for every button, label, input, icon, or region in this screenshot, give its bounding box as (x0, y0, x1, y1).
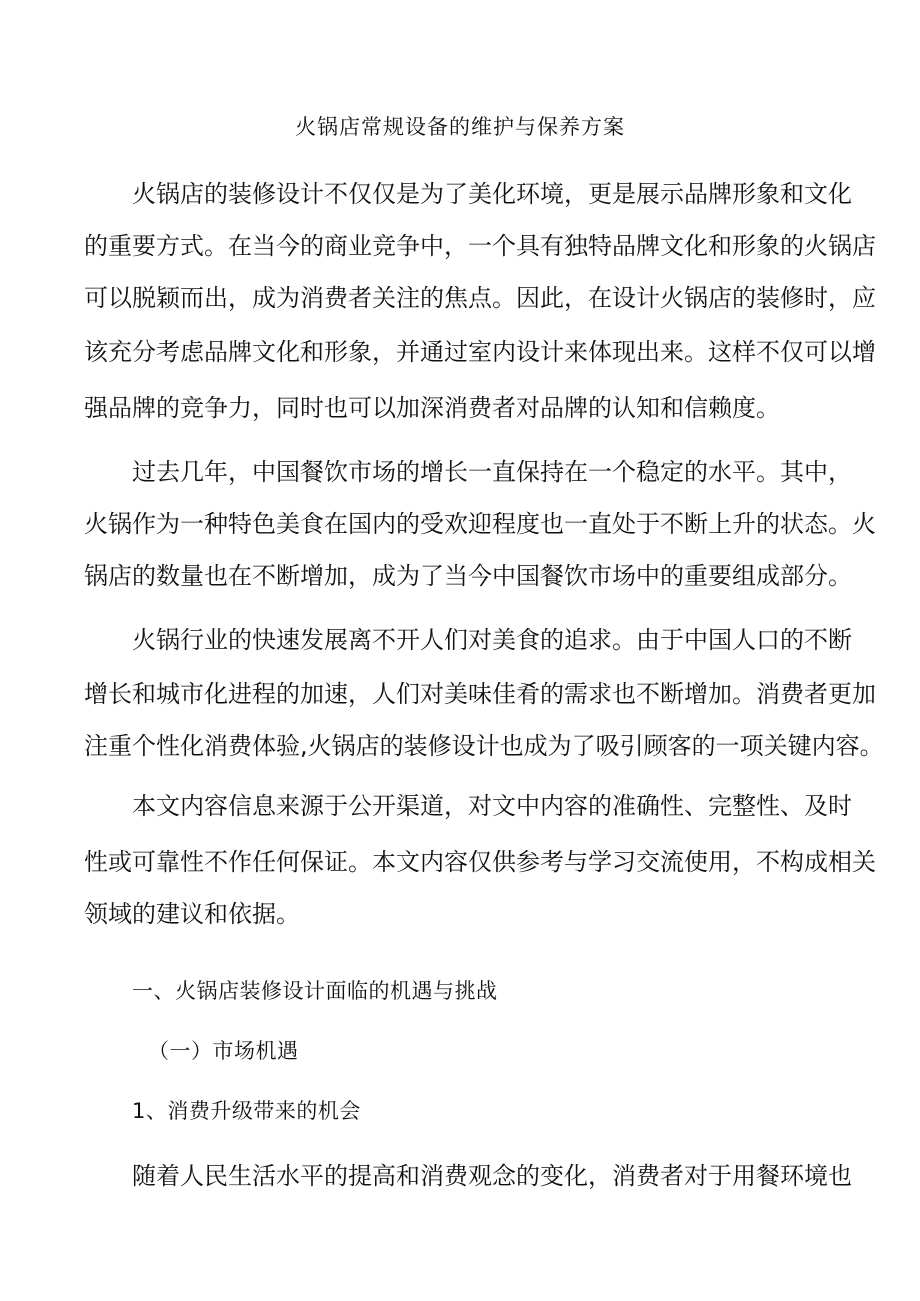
paragraph-1-line-4: 该充分考虑品牌文化和形象，并通过室内设计来体现出来。这样不仅可以增 (84, 338, 876, 366)
paragraph-1-line-1: 火锅店的装修设计不仅仅是为了美化环境，更是展示品牌形象和文化 (132, 180, 852, 208)
subsection-heading: （一）市场机遇 (148, 1039, 299, 1063)
paragraph-3-line-3: 注重个性化消费体验,火锅店的装修设计也成为了吸引顾客的一项关键内容。 (84, 732, 884, 760)
item-heading: 1、消费升级带来的机会 (132, 1099, 361, 1123)
paragraph-1-line-5: 强品牌的竞争力，同时也可以加深消费者对品牌的认知和信赖度。 (84, 394, 780, 422)
paragraph-1-line-2: 的重要方式。在当今的商业竞争中，一个具有独特品牌文化和形象的火锅店 (84, 232, 876, 260)
paragraph-1-line-3: 可以脱颖而出，成为消费者关注的焦点。因此，在设计火锅店的装修时，应 (84, 284, 876, 312)
paragraph-2-line-1: 过去几年，中国餐饮市场的增长一直保持在一个稳定的水平。其中， (132, 458, 852, 486)
paragraph-5-line-1: 随着人民生活水平的提高和消费观念的变化，消费者对于用餐环境也 (132, 1162, 852, 1190)
paragraph-4-line-2: 性或可靠性不作任何保证。本文内容仅供参考与学习交流使用，不构成相关 (84, 848, 876, 876)
paragraph-3-line-2: 增长和城市化进程的加速，人们对美味佳肴的需求也不断增加。消费者更加 (84, 680, 876, 708)
document-title: 火锅店常规设备的维护与保养方案 (295, 115, 625, 139)
paragraph-3-line-1: 火锅行业的快速发展离不开人们对美食的追求。由于中国人口的不断 (132, 626, 852, 654)
section-heading: 一、火锅店装修设计面临的机遇与挑战 (132, 979, 498, 1003)
paragraph-2-line-3: 锅店的数量也在不断增加，成为了当今中国餐饮市场中的重要组成部分。 (84, 562, 852, 590)
paragraph-4-line-1: 本文内容信息来源于公开渠道，对文中内容的准确性、完整性、及时 (132, 792, 852, 820)
paragraph-2-line-2: 火锅作为一种特色美食在国内的受欢迎程度也一直处于不断上升的状态。火 (84, 510, 876, 538)
paragraph-4-line-3: 领域的建议和依据。 (84, 900, 300, 928)
